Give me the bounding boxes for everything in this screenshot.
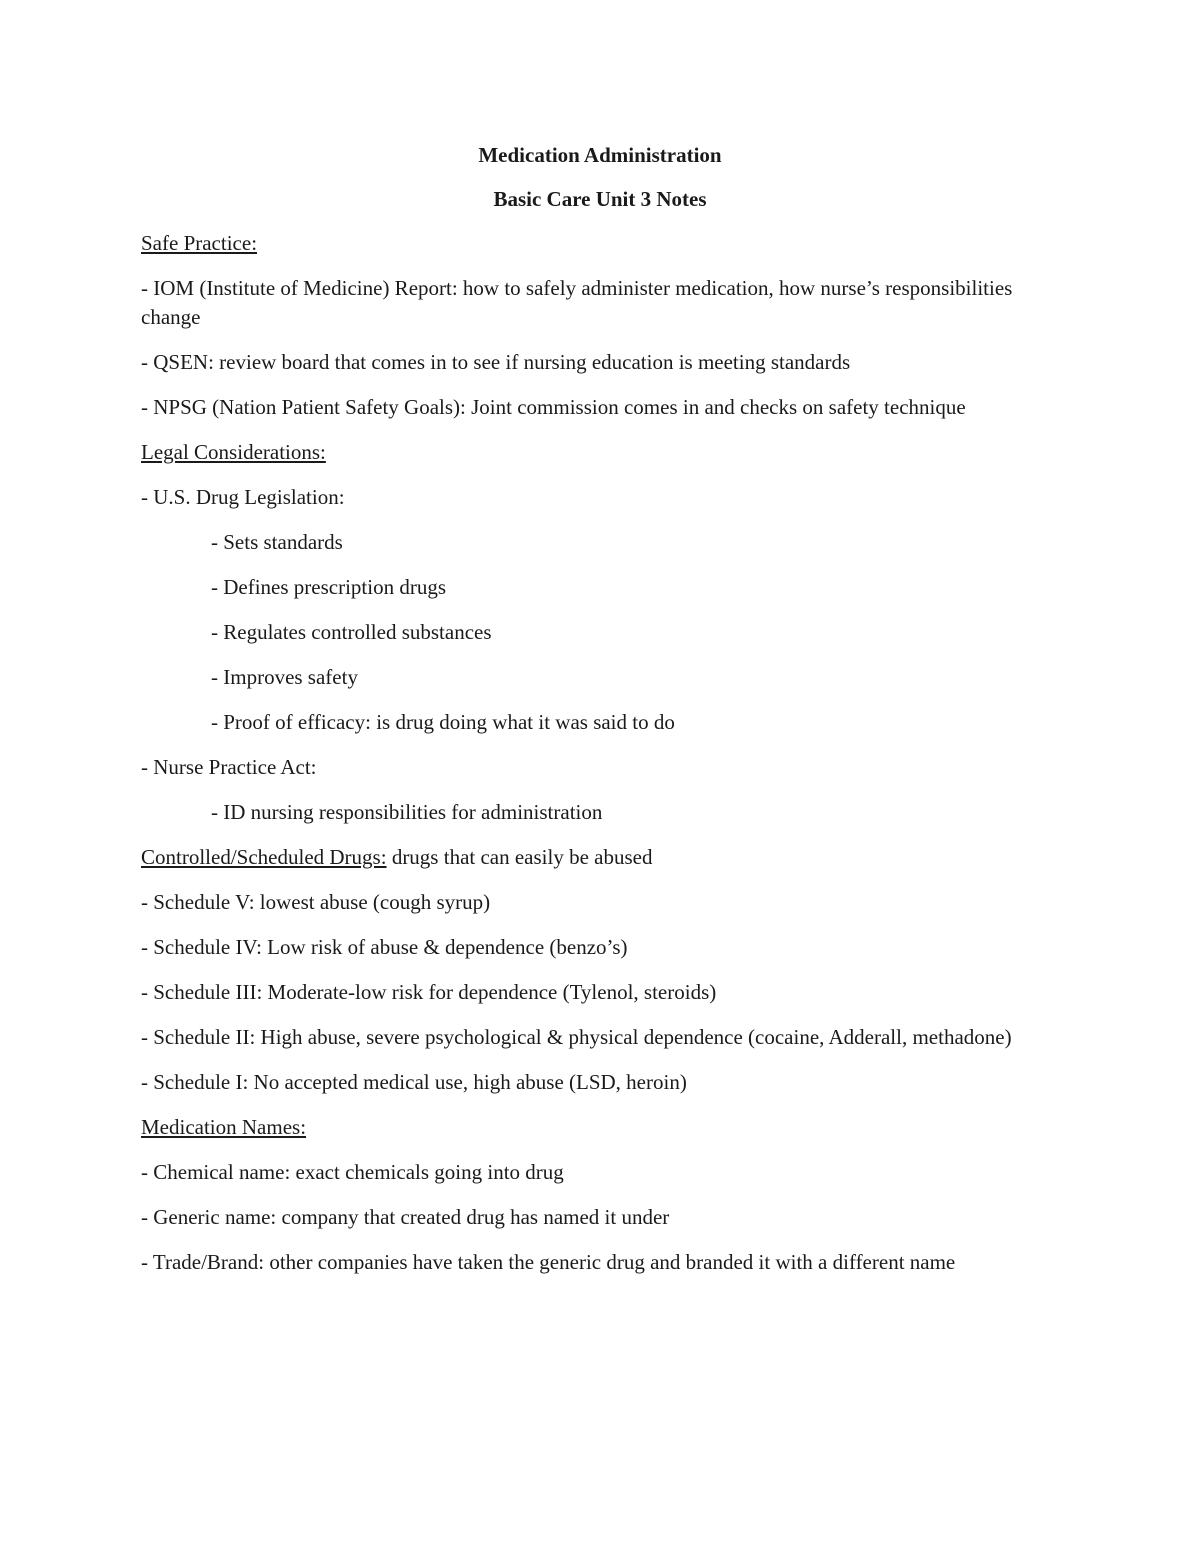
- list-item: - IOM (Institute of Medicine) Report: how to safely administer medication, how nurse’s responsibilities change: [141, 276, 1013, 329]
- sub-list-item: - Sets standards: [211, 530, 343, 554]
- heading-text: Safe Practice:: [141, 231, 258, 255]
- list-item: - NPSG (Nation Patient Safety Goals): Joint commission comes in and checks on safety technique: [141, 395, 966, 419]
- document-body: [141, 141, 1059, 1293]
- list-item: - Chemical name: exact chemicals going into drug: [141, 1160, 564, 1184]
- sub-list-item: - Improves safety: [211, 665, 358, 689]
- heading-text: Legal Considerations:: [141, 440, 326, 464]
- section-heading-controlled: [141, 843, 1059, 872]
- list-item: - Nurse Practice Act:: [141, 755, 317, 779]
- list-item: - U.S. Drug Legislation:: [141, 485, 345, 509]
- list-item: - Schedule V: lowest abuse (cough syrup): [141, 890, 491, 914]
- section-heading-medication-names: [141, 1113, 1059, 1142]
- list-item: - Trade/Brand: other companies have taken the generic drug and branded it with a different name: [141, 1250, 956, 1274]
- sub-list-item: - Proof of efficacy: is drug doing what it was said to do: [211, 710, 675, 734]
- list-item: - Schedule II: High abuse, severe psychological & physical dependence (cocaine, Adderall, methadone): [141, 1025, 1012, 1049]
- sub-list-item: - Regulates controlled substances: [211, 620, 492, 644]
- document-title: Medication Administration: [478, 143, 722, 167]
- heading-text: Medication Names:: [141, 1115, 307, 1139]
- document-subtitle: Basic Care Unit 3 Notes: [493, 187, 707, 211]
- heading-text: Controlled/Scheduled Drugs:: [141, 845, 387, 869]
- list-item: - Schedule IV: Low risk of abuse & dependence (benzo’s): [141, 935, 628, 959]
- list-item: - Schedule III: Moderate-low risk for dependence (Tylenol, steroids): [141, 980, 717, 1004]
- heading-description: drugs that can easily be abused: [386, 845, 653, 869]
- sub-list-item: - ID nursing responsibilities for administration: [211, 800, 603, 824]
- section-heading-safe-practice: [141, 229, 1059, 258]
- list-item: - QSEN: review board that comes in to see if nursing education is meeting standards: [141, 350, 851, 374]
- sub-list-item: - Defines prescription drugs: [211, 575, 447, 599]
- list-item: - Generic name: company that created drug has named it under: [141, 1205, 670, 1229]
- list-item: - Schedule I: No accepted medical use, high abuse (LSD, heroin): [141, 1070, 687, 1094]
- section-heading-legal: [141, 438, 1059, 467]
